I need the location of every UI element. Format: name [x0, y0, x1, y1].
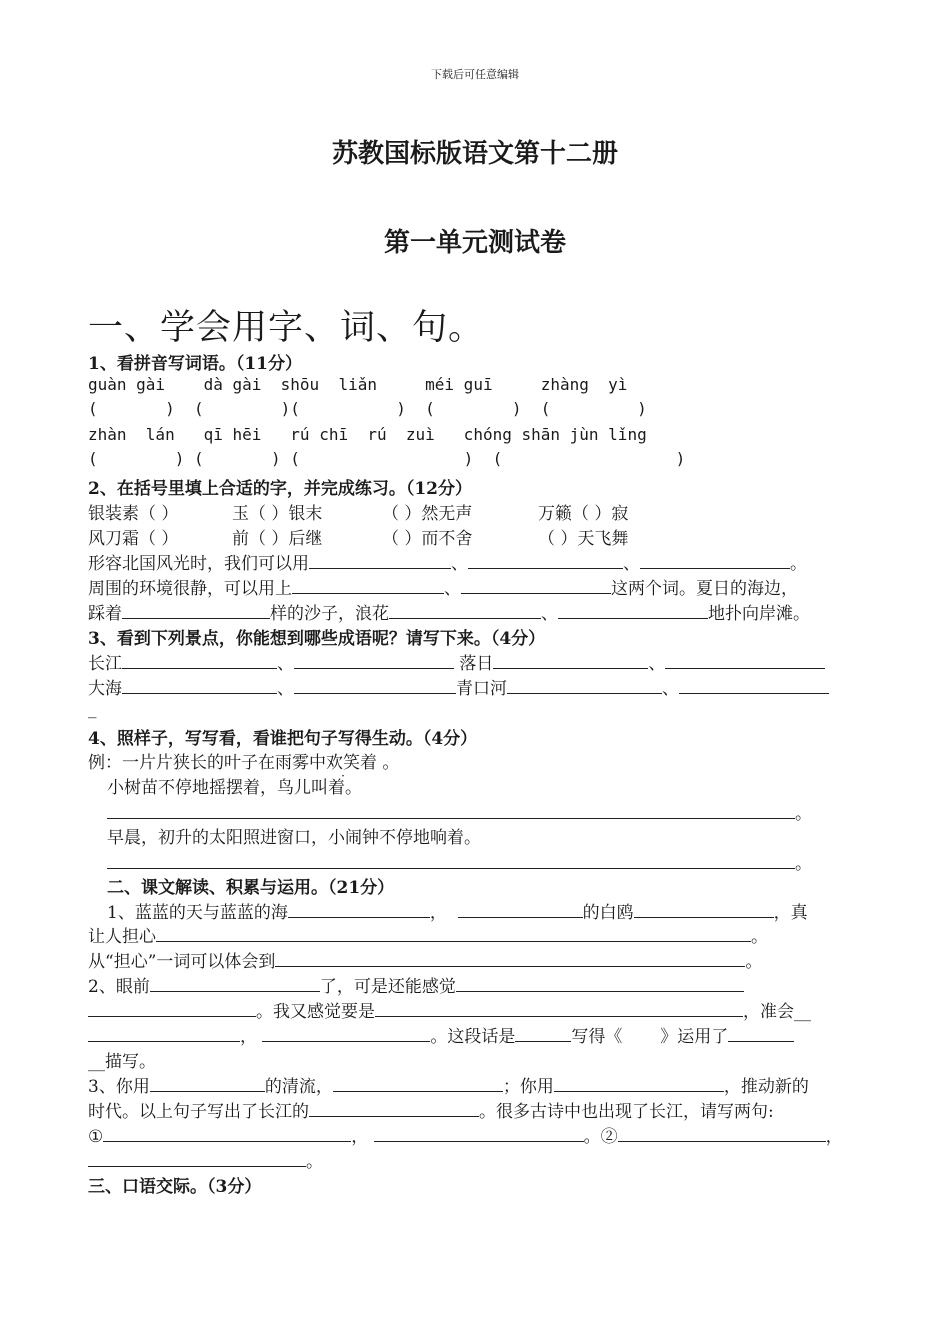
s2-q3-line-2: 时代。以上句子写出了长江的 。很多古诗中也出现了长江，请写两句: [88, 1102, 774, 1122]
blank[interactable] [122, 653, 277, 669]
blank[interactable] [103, 1126, 351, 1142]
idiom-fill-8[interactable]: （ ）天飞舞 [538, 529, 629, 549]
blank[interactable] [558, 603, 708, 619]
answer-line[interactable] [107, 803, 795, 819]
blank[interactable] [88, 1026, 240, 1042]
q4-sentence-2: 早晨，初升的太阳照进窗口，小闹钟不停地响着。 [107, 828, 481, 848]
q2-line-3: 踩着 样的沙子，浪花 、 地扑向岸滩。 [88, 604, 810, 624]
blank[interactable] [679, 678, 829, 694]
blank[interactable] [275, 951, 745, 967]
blank[interactable] [634, 902, 774, 918]
q4-answer-line-1: 。 [107, 799, 812, 824]
blank[interactable] [456, 976, 744, 992]
s2-q3-line-1: 3、你用 的清流， ；你用 ，推动新的 [88, 1077, 809, 1097]
question-4-title: 4、照样子，写写看，看谁把句子写得生动。（4分） [88, 729, 478, 749]
s2-q1-line-2: 让人担心 。 [88, 927, 768, 947]
s2-q1-line-1: 1、蓝蓝的天与蓝蓝的海 ， 的白鸥 ，真 [107, 903, 808, 923]
q4-example: 例：一片片狭长的叶子在雨雾中欢笑着 。 [88, 748, 399, 773]
blank[interactable] [389, 603, 541, 619]
blank[interactable] [150, 1076, 265, 1092]
blank[interactable] [122, 603, 270, 619]
idiom-fill-7[interactable]: （ ）而不舍 [382, 529, 473, 549]
blank[interactable] [515, 1026, 571, 1042]
blank[interactable] [375, 1001, 743, 1017]
s2-q2-line-1: 2、眼前 了，可是还能感觉 [88, 972, 744, 997]
blank[interactable] [88, 1151, 306, 1167]
question-3-title: 3、看到下列景点，你能想到哪些成语呢？请写下来。（4分） [88, 629, 546, 649]
document-title: 苏教国标版语文第十二册 [331, 139, 618, 169]
idiom-fill-1[interactable]: 银装素（ ） [88, 504, 179, 524]
question-2-title: 2、在括号里填上合适的字，并完成练习。（12分） [88, 479, 472, 499]
pinyin-row-1: guàn gài dà gài shōu liǎn méi guī zhàng yì [88, 375, 628, 394]
blank[interactable] [468, 553, 623, 569]
idiom-fill-4[interactable]: 万籁（ ）寂 [538, 504, 629, 524]
s2-q3-line-4: 。 [88, 1147, 323, 1172]
blank[interactable] [88, 1001, 256, 1017]
blank[interactable] [458, 902, 583, 918]
blank[interactable] [507, 678, 662, 694]
idiom-fill-3[interactable]: （ ）然无声 [382, 504, 473, 524]
idiom-fill-5[interactable]: 风刀霜（ ） [88, 529, 179, 549]
blank[interactable] [461, 578, 611, 594]
s2-q2-line-3: ， 。这段话是 写得《 》运用了 [88, 1022, 794, 1047]
question-1-title: 1、看拼音写词语。（11分） [88, 354, 302, 374]
q3-trailing-mark: _ [88, 699, 97, 719]
answer-brackets-row-2[interactable]: ( ) ( ) ( ) ( ) [88, 449, 686, 468]
blank[interactable] [374, 1126, 584, 1142]
blank[interactable] [156, 926, 751, 942]
q3-row-2: 大海 、 青口河 、 [88, 674, 829, 699]
idiom-fill-2[interactable]: 玉（ ）银末 [232, 504, 323, 524]
blank[interactable] [292, 578, 444, 594]
blank[interactable] [618, 1126, 826, 1142]
pinyin-row-2: zhàn lán qī hēi rú chī rú zuì chóng shān jùn lǐng [88, 425, 647, 444]
emphasized-word: 欢笑 [326, 753, 360, 773]
blank[interactable] [333, 1076, 503, 1092]
s2-q1-line-3: 从“担心”一词可以体会到 。 [88, 952, 763, 972]
page-header-note: 下载后可任意编辑 [431, 68, 519, 81]
idiom-fill-6[interactable]: 前（ ）后继 [232, 529, 323, 549]
blank[interactable] [122, 678, 277, 694]
blank[interactable] [150, 976, 320, 992]
q4-answer-line-2: 。 [107, 849, 812, 874]
blank[interactable] [262, 1026, 430, 1042]
blank[interactable] [665, 653, 825, 669]
q2-line-1: 形容北国风光时，我们可以用 、 、 。 [88, 554, 807, 574]
q2-line-2: 周围的环境很静，可以用上 、 这两个词。夏日的海边， [88, 579, 798, 599]
blank[interactable] [728, 1026, 794, 1042]
answer-line[interactable] [107, 853, 795, 869]
blank[interactable] [294, 678, 456, 694]
blank[interactable] [294, 653, 454, 669]
s2-q2-line-4: __描写。 [88, 1052, 156, 1072]
blank[interactable] [288, 902, 430, 918]
q3-row-1: 长江 、 落日 、 [88, 649, 825, 674]
section-3-heading: 三、口语交际。（3分） [88, 1177, 262, 1197]
blank[interactable] [309, 553, 451, 569]
answer-brackets-row-1[interactable]: ( ) ( )( ) ( ) ( ) [88, 399, 647, 418]
blank[interactable] [493, 653, 648, 669]
s2-q3-line-3: ① ， 。② ， [88, 1127, 843, 1147]
blank[interactable] [309, 1101, 479, 1117]
blank[interactable] [640, 553, 790, 569]
document-subtitle: 第一单元测试卷 [383, 228, 566, 258]
s2-q2-line-2: 。我又感觉要是 ，准会__ [88, 997, 811, 1022]
blank[interactable] [554, 1076, 724, 1092]
q4-sentence-1: 小树苗不停地摇摆着，鸟儿叫着。 [107, 778, 362, 798]
section-1-heading: 一、学会用字、词、句。 [88, 308, 485, 348]
section-2-heading: 二、课文解读、积累与运用。（21分） [107, 878, 395, 898]
